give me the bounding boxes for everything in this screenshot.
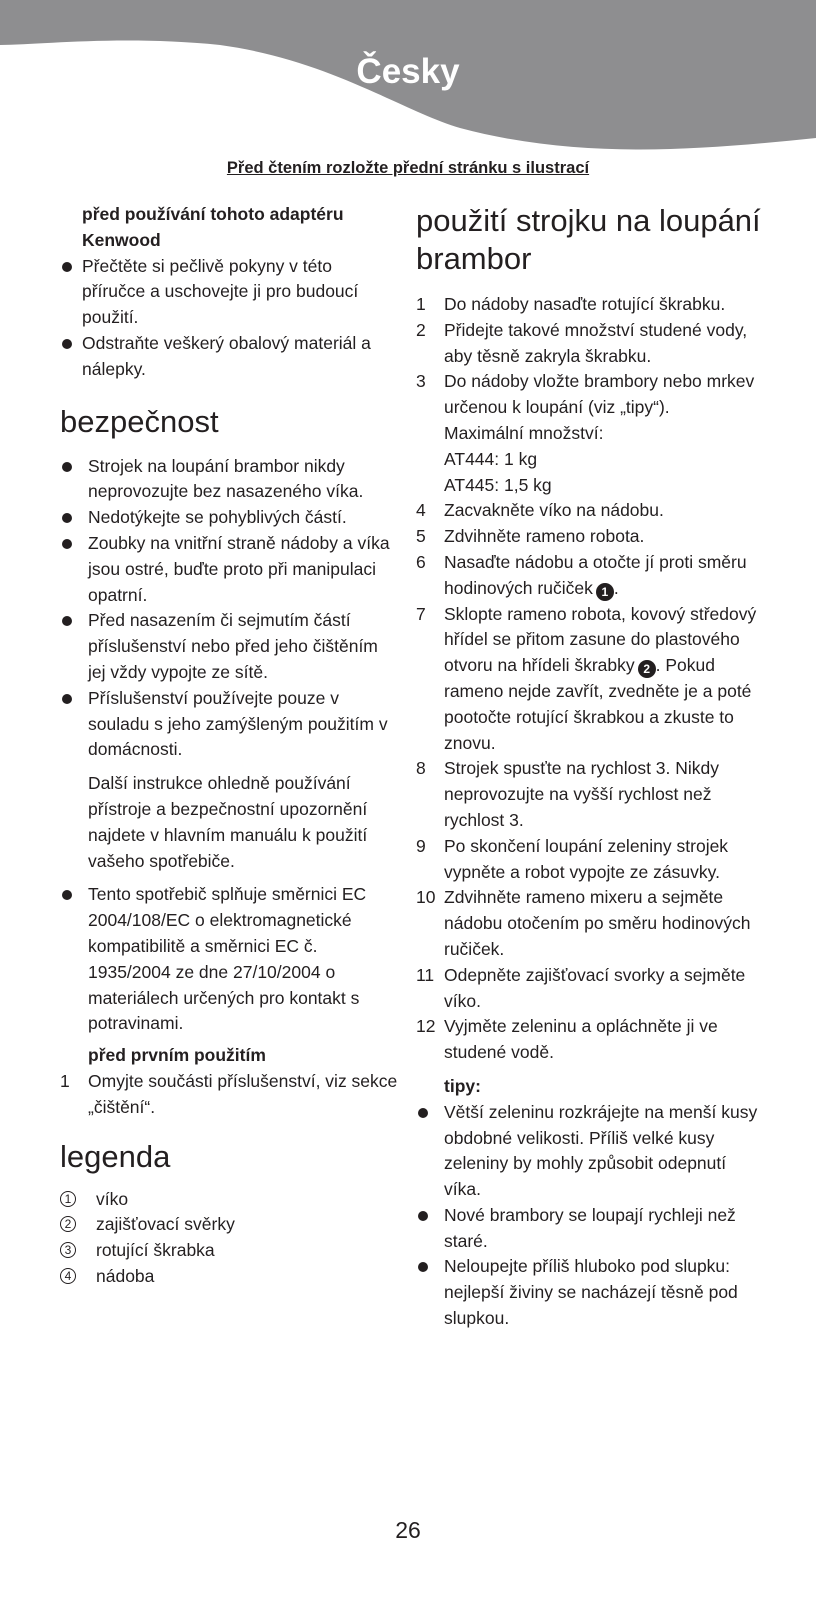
bullet-icon: [418, 1211, 428, 1221]
list-item: 3 Do nádoby vložte brambory nebo mrkev určenou k loupání (viz „tipy“). Maximální množství: AT444: 1 kg AT445: 1,5 kg: [416, 369, 764, 498]
step-number: 12: [416, 1016, 436, 1037]
tips-heading: tipy:: [444, 1075, 481, 1096]
legend-list: [60, 1187, 400, 1290]
legend-item: 1 víko: [60, 1187, 400, 1213]
bullet-icon: [62, 694, 72, 704]
usage-heading: použití strojku na loupání brambor: [416, 203, 761, 276]
step-number: 2: [416, 319, 426, 340]
legend-item: 4 nádoba: [60, 1264, 400, 1290]
list-item: Zoubky na vnitřní straně nádoby a víka jsou ostré, buďte proto při manipulaci opatrní.: [60, 531, 400, 608]
intro-bullets: [60, 254, 400, 383]
bullet-icon: [62, 513, 72, 523]
circled-number: 3: [60, 1242, 76, 1258]
max-quantity-line: AT445: 1,5 kg: [444, 474, 552, 495]
list-item: 1 Omyjte součásti příslušenství, viz sekce „čištění“.: [60, 1070, 398, 1117]
bullet-icon: [62, 890, 72, 900]
circled-number: 4: [60, 1268, 76, 1284]
bullet-icon: [62, 539, 72, 549]
max-quantity-line: AT444: 1 kg: [444, 448, 538, 469]
first-use-heading: před prvním použitím: [88, 1045, 266, 1066]
list-item: Před nasazením či sejmutím částí příslušenství nebo před jeho čištěním jej vždy vypojte ze sítě.: [60, 608, 400, 685]
step-number: 5: [416, 526, 426, 547]
bullet-icon: [62, 339, 72, 349]
legend-item: 3 rotující škrabka: [60, 1238, 400, 1264]
list-item: 6 Nasaďte nádobu a otočte jí proti směru hodinových ručiček 1 .: [416, 551, 747, 599]
list-item: 1 Do nádoby nasaďte rotující škrabku.: [416, 292, 764, 318]
list-item: Nedotýkejte se pohyblivých částí.: [60, 505, 400, 531]
step-number: 7: [416, 603, 426, 624]
list-item: Příslušenství používejte pouze v souladu s jeho zamýšleným použitím v domácnosti.: [60, 686, 400, 763]
left-column: [60, 202, 400, 1290]
max-quantity-line: Maximální množství:: [444, 422, 604, 443]
step-number: 10: [416, 887, 436, 908]
circled-number: 2: [60, 1216, 76, 1232]
bullet-icon: [418, 1262, 428, 1272]
legend-heading: legenda: [60, 1138, 171, 1174]
fold-out-instruction: Před čtením rozložte přední stránku s ilustrací: [226, 159, 590, 177]
legend-item: 2 zajišťovací svěrky: [60, 1212, 400, 1238]
list-item: 11 Odepněte zajišťovací svorky a sejměte víko.: [416, 964, 746, 1011]
bullet-icon: [62, 616, 72, 626]
list-item: 12 Vyjměte zeleninu a opláchněte ji ve studené vodě.: [416, 1016, 718, 1063]
right-column: [416, 202, 764, 1332]
step-number: 11: [416, 964, 435, 985]
list-item: 4 Zacvakněte víko na nádobu.: [416, 498, 764, 524]
list-item: Strojek na loupání brambor nikdy neprovozujte bez nasazeného víka.: [60, 454, 400, 506]
tips-list: [416, 1100, 764, 1332]
step-number: 9: [416, 835, 426, 856]
list-item: Neloupejte příliš hluboko pod slupku: nejlepší živiny se nacházejí těsně pod slupkou.: [416, 1254, 764, 1331]
bullet-icon: [62, 462, 72, 472]
safety-bullets: [60, 454, 400, 764]
bullet-icon: [418, 1108, 428, 1118]
step-number: 3: [416, 371, 426, 392]
bullet-icon: [62, 262, 72, 272]
step-number: 1: [416, 294, 426, 314]
intro-heading: před používání tohoto adaptéru Kenwood: [82, 204, 344, 250]
list-item: Odstraňte veškerý obalový materiál a nálepky.: [60, 331, 400, 383]
usage-steps: [416, 292, 764, 1066]
list-item: 10 Zdvihněte rameno mixeru a sejměte nádobu otočením po směru hodinových ručiček.: [416, 887, 751, 959]
step-number: 4: [416, 500, 426, 521]
language-title: Česky: [356, 52, 460, 91]
step-number: 6: [416, 551, 426, 572]
list-item: 5 Zdvihněte rameno robota.: [416, 524, 764, 550]
step-number: 1: [60, 1070, 70, 1091]
safety-note: Další instrukce ohledně používání přístroje a bezpečnostní upozornění najdete v hlavním manuálu k použití vašeho spotřebiče.: [88, 773, 368, 871]
list-item: 7 Sklopte rameno robota, kovový středový hřídel se přitom zasune do plastového otvoru na hřídeli škrabky 2 . Pokud rameno nejde zavřít, zvedněte je a poté pootočte rotující škrabkou a zkuste to znovu.: [416, 603, 757, 753]
list-item: Přečtěte si pečlivě pokyny v této příručce a uschovejte ji pro budoucí použití.: [60, 254, 400, 331]
safety-heading: bezpečnost: [60, 403, 219, 439]
figure-reference-badge: 2: [638, 660, 656, 678]
figure-reference-badge: 1: [596, 583, 614, 601]
circled-number: 1: [60, 1191, 76, 1207]
list-item: Nové brambory se loupají rychleji než staré.: [416, 1203, 764, 1255]
list-item: 2 Přidejte takové množství studené vody, aby těsně zakryla škrabku.: [416, 319, 748, 366]
step-number: 8: [416, 758, 426, 779]
list-item: 9 Po skončení loupání zeleniny strojek vypněte a robot vypojte ze zásuvky.: [416, 835, 729, 882]
list-item: Tento spotřebič splňuje směrnici EC 2004/108/EC o elektromagnetické kompatibilitě a směrnici EC č. 1935/2004 ze dne 27/10/2004 o materiálech určených pro kontakt s potravinami.: [60, 882, 400, 1037]
list-item: Větší zeleninu rozkrájejte na menší kusy obdobné velikosti. Příliš velké kusy zeleniny by mohly způsobit odepnutí víka.: [416, 1100, 764, 1203]
list-item: 8 Strojek spusťte na rychlost 3. Nikdy neprovozujte na vyšší rychlost než rychlost 3.: [416, 758, 720, 830]
page-number: 26: [395, 1517, 421, 1543]
